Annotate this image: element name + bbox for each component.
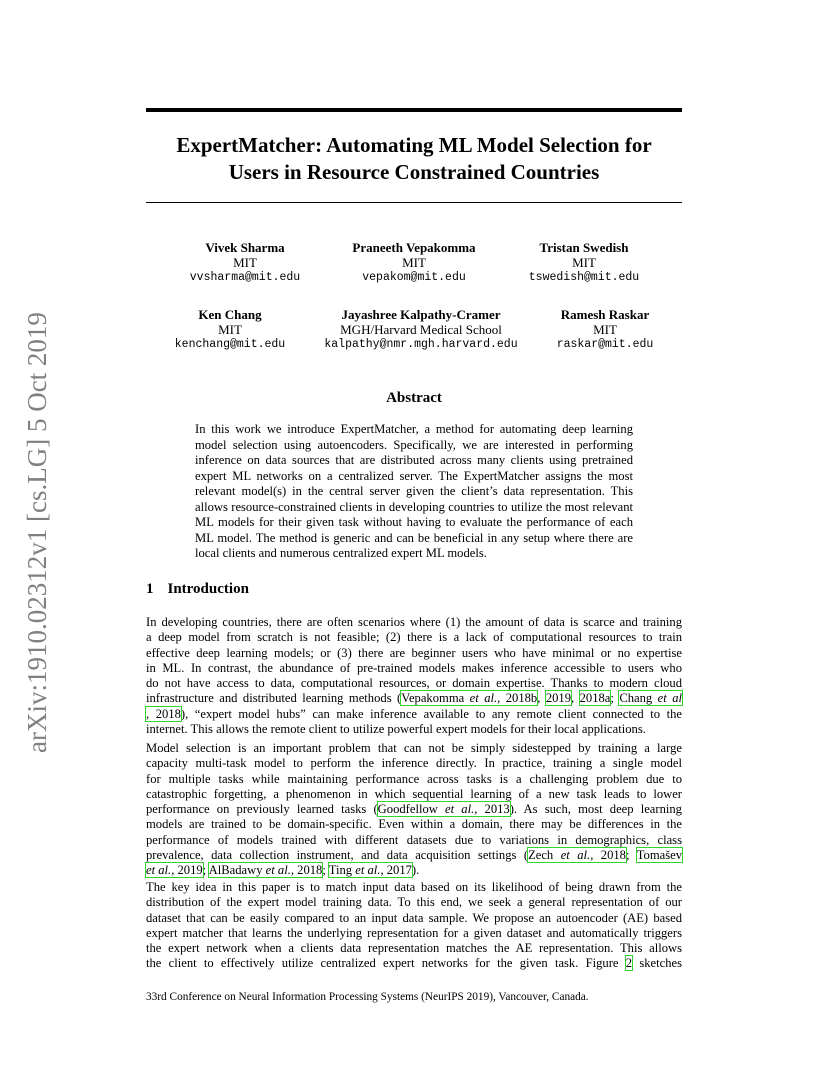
citation-link[interactable]: 2018a (579, 691, 611, 706)
text-line: internet. This allows the remote client to utilize powerful expert models for their local applications. (146, 722, 646, 737)
figure-reference-link[interactable]: 2 (625, 956, 633, 971)
author-block (495, 307, 715, 352)
text-line: infrastructure and distributed learning methods (Vepakomma et al., 2018b, 2019, 2018a; Chang et al (146, 691, 683, 706)
citation-link[interactable]: Tomašev (636, 848, 683, 863)
citation-link[interactable] (528, 848, 626, 862)
author-email: tswedish@mit.edu (528, 271, 640, 284)
text-line (146, 956, 682, 971)
author-block (120, 307, 340, 352)
section-heading (146, 581, 249, 598)
paper-title (146, 132, 682, 186)
text-line: effective deep learning models; or (3) there are beginner users who have minimal or no expertise (146, 645, 682, 660)
citation-author: Zech (528, 848, 554, 863)
text-line: do not have access to data, computational resources, or domain expertise. Thanks to modern cloud (146, 676, 682, 691)
citation-etal: et al. (265, 863, 291, 878)
citation-author: Chang (619, 691, 653, 706)
citation-etal: et al. (445, 802, 475, 817)
citation-etal: et al. (355, 863, 381, 878)
text-run: sketches (639, 956, 683, 971)
citation-author: AlBadawy (208, 863, 263, 878)
intro-paragraph-1 (146, 615, 682, 737)
title-top-rule (146, 108, 682, 112)
author-name: Praneeth Vepakomma (352, 240, 476, 255)
text-run: ). As such, most deep learning (509, 802, 682, 817)
citation-author: Vepakomma (401, 691, 465, 706)
author-email: vepakom@mit.edu (362, 271, 466, 284)
citation-link[interactable] (401, 691, 537, 705)
author-block (474, 240, 694, 285)
citation-year: , 2018 (590, 848, 626, 863)
citation-year: , 2018 (290, 863, 323, 878)
author-name: Vivek Sharma (205, 240, 285, 255)
text-line: Model selection is an important problem that can not be simply sidestepped by training a large (146, 741, 682, 755)
author-name: Jayashree Kalpathy-Cramer (341, 307, 501, 322)
citation-link[interactable] (146, 863, 203, 877)
author-name: Ramesh Raskar (560, 307, 650, 322)
text-line: models are trained to be domain-specific. Even within a domain, there may be differences in the (146, 817, 682, 832)
citation-link[interactable]: 2019 (545, 691, 571, 706)
abstract-text: In this work we introduce ExpertMatcher, a method for automating deep learning model selection using autoencoders. Specifically, we are interested in performing inference on data sources that are distributed across many clients using pretrained expert ML networks on a centralized server. The ExpertMatcher assigns the most relevant model(s) in the central server given the client’s data representation. This allows resource-constrained clients in developing countries to utilize the most relevant ML models for their given task without having to evaluate the performance of each ML model. The method is generic and can be beneficial in any setup where there are local clients and numerous centralized expert ML models. (195, 422, 633, 560)
text-line: the expert network when a clients data representation matches the AE representation. This allows (146, 941, 682, 956)
section-number: 1 (146, 581, 154, 597)
citation-year: , 2013 (474, 802, 510, 817)
citation-year: , 2019 (171, 863, 203, 878)
text-run: ), “expert model hubs” can make inference available to any remote client connected to the (180, 706, 682, 721)
author-affiliation: MIT (402, 255, 426, 270)
text-line: distribution of the expert model training data. To this end, we seek a general representation of our (146, 895, 682, 910)
text-run: prevalence, data collection instrument, and data acquisition settings ( (146, 848, 529, 863)
author-email: kalpathy@nmr.mgh.harvard.edu (324, 338, 518, 351)
author-name: Tristan Swedish (539, 240, 629, 255)
citation-link[interactable] (329, 863, 412, 877)
author-affiliation: MIT (593, 322, 617, 337)
text-line: expert matcher that learns the underlying representation for a given dataset and automatically triggers (146, 925, 682, 940)
intro-paragraph-2 (146, 741, 682, 879)
citation-etal: et al. (469, 691, 498, 706)
arxiv-stamp-text: arXiv:1910.02312v1 [cs.LG] 5 Oct 2019 (22, 312, 52, 753)
title-bottom-rule (146, 202, 682, 203)
text-run: ). (411, 863, 420, 878)
citation-year: , 2018b (497, 691, 538, 706)
text-run: performance on previously learned tasks ( (146, 802, 378, 817)
text-line: dataset that can be easily compared to an input data sample. We propose an autoencoder (AE) based (146, 910, 682, 925)
text-line: In developing countries, there are often scenarios where (1) the amount of data is scarce and training (146, 615, 682, 629)
author-email: kenchang@mit.edu (174, 338, 286, 351)
arxiv-stamp (22, 298, 52, 753)
text-line: The key idea in this paper is to match input data based on its likelihood of being drawn from the (146, 880, 682, 894)
citation-link[interactable]: , 2018 (146, 706, 181, 721)
abstract-heading: Abstract (386, 390, 442, 406)
section-title: Introduction (167, 581, 249, 597)
citation-link[interactable] (209, 863, 323, 877)
citation-etal: et al (657, 691, 683, 706)
text-line: performance of models trained with different datasets due to variations in demographics, class (146, 832, 682, 847)
citation-author: Ting (328, 863, 353, 878)
title-line-1: ExpertMatcher: Automating ML Model Selection for (176, 133, 652, 157)
text-line: prevalence, data collection instrument, and data acquisition settings (Zech et al., 2018; Tomašev (146, 848, 683, 863)
text-line: et al., 2019; AlBadawy et al., 2018; Ting et al., 2017). (146, 863, 420, 878)
text-line (146, 707, 682, 722)
author-email: vvsharma@mit.edu (189, 271, 301, 284)
intro-paragraph-3 (146, 880, 682, 972)
text-line: a deep model from scratch is not feasible; (2) there is a lack of computational resources to train (146, 630, 682, 645)
author-affiliation: MIT (572, 255, 596, 270)
author-email: raskar@mit.edu (556, 338, 654, 351)
author-name: Ken Chang (198, 307, 262, 322)
citation-year: , 2017 (380, 863, 412, 878)
citation-etal: et al. (560, 848, 591, 863)
text-line: for multiple tasks while maintaining performance across tasks is a challenging problem due to (146, 771, 682, 786)
citation-link[interactable] (619, 691, 682, 705)
text-line: in ML. In contrast, the abundance of pre-trained models makes inference accessible to users who (146, 660, 682, 675)
text-line: capacity multi-task model to perform the inference directly. In practice, training a single model (146, 756, 682, 771)
author-affiliation: MIT (218, 322, 242, 337)
text-line (146, 802, 682, 817)
citation-author: Goodfellow (377, 802, 438, 817)
conference-footnote: 33rd Conference on Neural Information Processing Systems (NeurIPS 2019), Vancouver, Canada. (146, 991, 589, 1003)
author-affiliation: MGH/Harvard Medical School (340, 322, 502, 337)
title-line-2: Users in Resource Constrained Countries (228, 160, 600, 184)
text-run: the client to effectively utilize centralized expert networks for the given task. Figure (146, 956, 619, 971)
citation-link[interactable] (378, 802, 510, 816)
text-run: infrastructure and distributed learning methods ( (146, 691, 402, 706)
text-line: catastrophic forgetting, a phenomenon in which sequential learning of a new task leads to lower (146, 786, 682, 801)
citation-etal: et al. (146, 863, 172, 878)
author-affiliation: MIT (233, 255, 257, 270)
